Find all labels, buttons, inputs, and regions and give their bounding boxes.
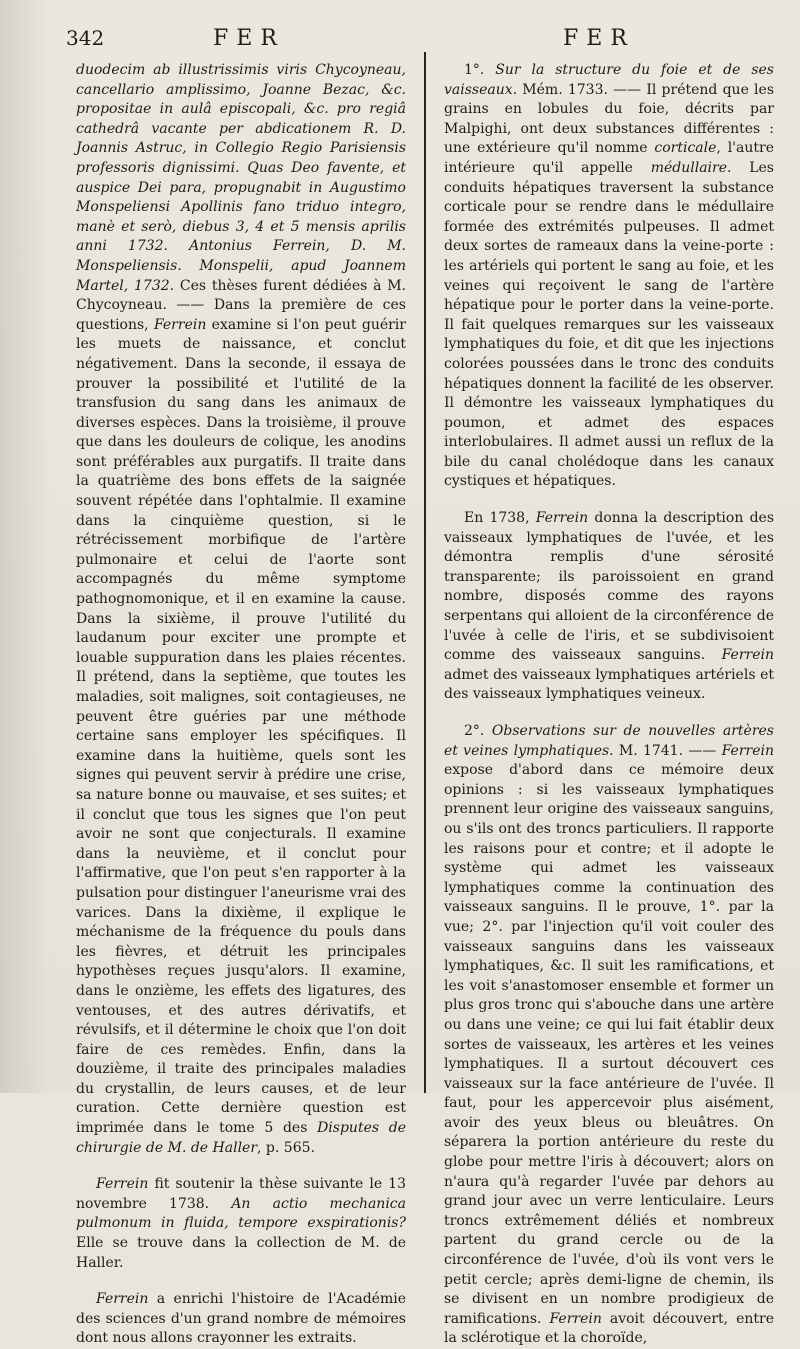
memoir-title: Observations sur de nouvelles artères et veines lymphatiques.	[444, 723, 774, 759]
item-number: 1°.	[464, 62, 496, 78]
text-run: avoit découvert, entre la sclérotique et la choroïde,	[444, 1310, 775, 1347]
text-run: Elle se trouve dans la collection de M. de Haller.	[76, 1235, 406, 1271]
right-paragraph-3	[444, 722, 774, 1349]
term-italic: médullaire	[650, 159, 728, 176]
text-run: Mém. 1733. —— Il prétend que les grains en lobules du foie, décrits par Malpighi, ont deux substances différentes : une extérieure qu'il nomme	[444, 81, 774, 157]
text-run: expose d'abord dans ce mémoire deux opinions : si les vaisseaux lymphatiques prennent leur origine des vaisseaux sanguins, ou s'ils ont des troncs particuliers. Il rapporte les raisons pour et contre; et il adopte le système qui admet les vaisseaux lymphatiques comme la continuation des vaisseaux sanguins. Il le prouve, 1°. par la vue; 2°. par l'injection qu'il voit couler des vaisseaux sanguins dans les vaisseaux lymphatiques, &c. Il suit les ramifications, et les voit s'anastomoser ensemble et former un plus gros tronc qui s'abouche dans une artère ou dans une veine; ce qui lui fait établir deux sortes de vaisseaux, les artères et les veines lymphatiques. Il a surtout découvert ces vaisseaux sur la face antérieure de l'uvée. Il faut, pour les appercevoir plus aisément, avoir des yeux bleus ou bleuâtres. On séparera la portion antérieure du reste du globe pour mettre l'iris à découvert; alors on n'aura qu'à regarder l'uvée par dehors au grand jour avec un verre lenticulaire. Leurs troncs extrêmement déliés et nombreux partent du grand cercle ou de la circonférence de l'uvée, d'où ils vont vers le petit cercle; après demi-ligne de chemin, ils se divisent en un nombre prodigieux de ramifications.	[444, 762, 774, 1327]
left-running-title: FER	[213, 26, 285, 51]
author-name: Ferrein	[96, 1176, 149, 1193]
text-run: admet des vaisseaux lymphatiques artériels et des vaisseaux lymphatiques veineux.	[444, 666, 774, 703]
author-name: Ferrein	[721, 742, 774, 759]
running-header	[0, 0, 800, 58]
text-run: donna la description des vaisseaux lymphatiques de l'uvée, et les démontra remplis d'une sérosité transparente; ils paroissoient en grand nombre, disposés comme des rayons serpentans qui alloient de la circonférence de l'uvée à celle de l'iris, et se subdivisoient comme des vaisseaux sanguins.	[444, 510, 774, 664]
book-title: Disputes de chirurgie de M. de Haller	[76, 1120, 406, 1156]
page-gutter-shadow	[0, 0, 50, 1093]
left-column	[76, 61, 406, 1349]
thesis-title-latin: An actio mechanica pulmonum in fluida, tempore exspirationis?	[76, 1195, 406, 1232]
text-run: Ces thèses furent dédiées à M. Chycoyneau. —— Dans la première de ces questions,	[76, 277, 406, 333]
text-run: a enrichi l'histoire de l'Académie des sciences d'un grand nombre de mémoires dont nous allons crayonner les extraits.	[76, 1291, 406, 1347]
right-column	[444, 61, 774, 1349]
page-number: 342	[66, 26, 105, 50]
author-name: Ferrein	[153, 316, 207, 333]
text-run: M. 1741. ——	[613, 742, 722, 759]
author-name: Ferrein	[549, 1310, 602, 1327]
left-paragraph-3	[76, 1290, 406, 1349]
text-run: , p. 565.	[257, 1139, 315, 1156]
right-running-title: FER	[563, 26, 635, 51]
thesis-title-latin: duodecim ab illustrissimis viris Chycoyneau, cancellario amplissimo, Joanne Bezac, &c. propositae in aulâ episcopali, &c. pro regiâ cathedrâ vacante per abdicationem R. D. Joannis Astruc, in Collegio Regio Parisiensis professoris dignissimi. Quas Deo favente, et auspice Dei para, propugnabit in Augustimo Monspeliensi Apollinis fano triduo integro, manè et serò, diebus 3, 4 et 5 mensis aprilis anni 1732. Antonius Ferrein, D. M. Monspeliensis. Monspelii, apud Joannem Martel, 1732.	[76, 62, 406, 294]
text-run: fit soutenir la thèse suivante le 13 novembre 1738.	[76, 1176, 406, 1212]
left-paragraph-2	[76, 1175, 406, 1273]
text-run: . Les conduits hépatiques traversent la substance corticale pour se rendre dans le médullaire formée des extrémités pulpeuses. Il admet deux sortes de rameaux dans la veine-porte : les artériels qui portent le sang au foie, et les veines qui reçoivent le sang de l'artère hépatique pour le porter dans la veine-porte. Il fait quelques remarques sur les vaisseaux lymphatiques du foie, et dit que les injections colorées poussées dans le tronc des conduits hépatiques donnent la facilité de les observer. Il démontre les vaisseaux lymphatiques du poumon, et admet des espaces interlobulaires. Il admet aussi un reflux de la bile du canal cholédoque dans les canaux cystiques et hépatiques.	[444, 159, 774, 490]
text-run: , l'autre intérieure qu'il appelle	[444, 140, 774, 176]
right-paragraph-2	[444, 509, 774, 705]
author-name: Ferrein	[535, 510, 589, 527]
left-paragraph-1	[76, 61, 406, 1158]
term-italic: corticale	[654, 140, 717, 157]
author-name: Ferrein	[721, 647, 774, 664]
text-run: examine si l'on peut guérir les muets de naissance, et conclut négativement. Dans la seconde, il essaya de prouver la possibilité et l'utilité de la transfusion du sang dans les animaux de diverses espèces. Dans la troisième, il prouve que dans les douleurs de colique, les anodins sont préférables aux purgatifs. Il traite dans la quatrième des bons effets de la saignée souvent répétée dans l'ophtalmie. Il examine dans la cinquième question, si le rétrécissement morbifique de l'artère pulmonaire et celui de l'aorte sont accompagnés du même symptome pathognomonique, et il en examine la cause. Dans la sixième, il prouve l'utilité du laudanum pour exciter une prompte et louable suppuration dans les plaies récentes. Il prétend, dans la septième, que toutes les maladies, soit malignes, soit contagieuses, ne peuvent être guéries par une méthode certaine sans employer les spécifiques. Il examine dans la huitième, quels sont les signes qui peuvent servir à prédire une crise, sa nature bonne ou mauvaise, et ses suites; et il conclut que tous les signes que l'on peut avoir ne sont que conjecturals. Il examine dans la neuvième, et il conclut pour l'affirmative, que l'on peut s'en rapporter à la pulsation pour distinguer l'aneurisme vrai des varices. Dans la dixième, il explique le méchanisme de la fréquence du pouls dans les fièvres, et détruit les principales hypothèses reçues jusqu'alors. Il examine, dans le onzième, les effets des ligatures, des ventouses, et des autres dérivatifs, et révulsifs, et il détermine le choix que l'on doit faire de ces remèdes. Enfin, dans la douzième, il traite des principales maladies du crystallin, de leurs causes, et de leur curation. Cette dernière question est imprimée dans le tome 5 des	[76, 316, 406, 1137]
author-name: Ferrein	[96, 1291, 149, 1308]
memoir-title: Sur la structure du foie et de ses vaisseaux.	[444, 62, 774, 98]
item-number: 2°.	[464, 723, 492, 739]
column-divider-rule	[424, 52, 426, 1093]
right-paragraph-1	[444, 61, 774, 492]
text-run: En 1738,	[464, 510, 536, 527]
